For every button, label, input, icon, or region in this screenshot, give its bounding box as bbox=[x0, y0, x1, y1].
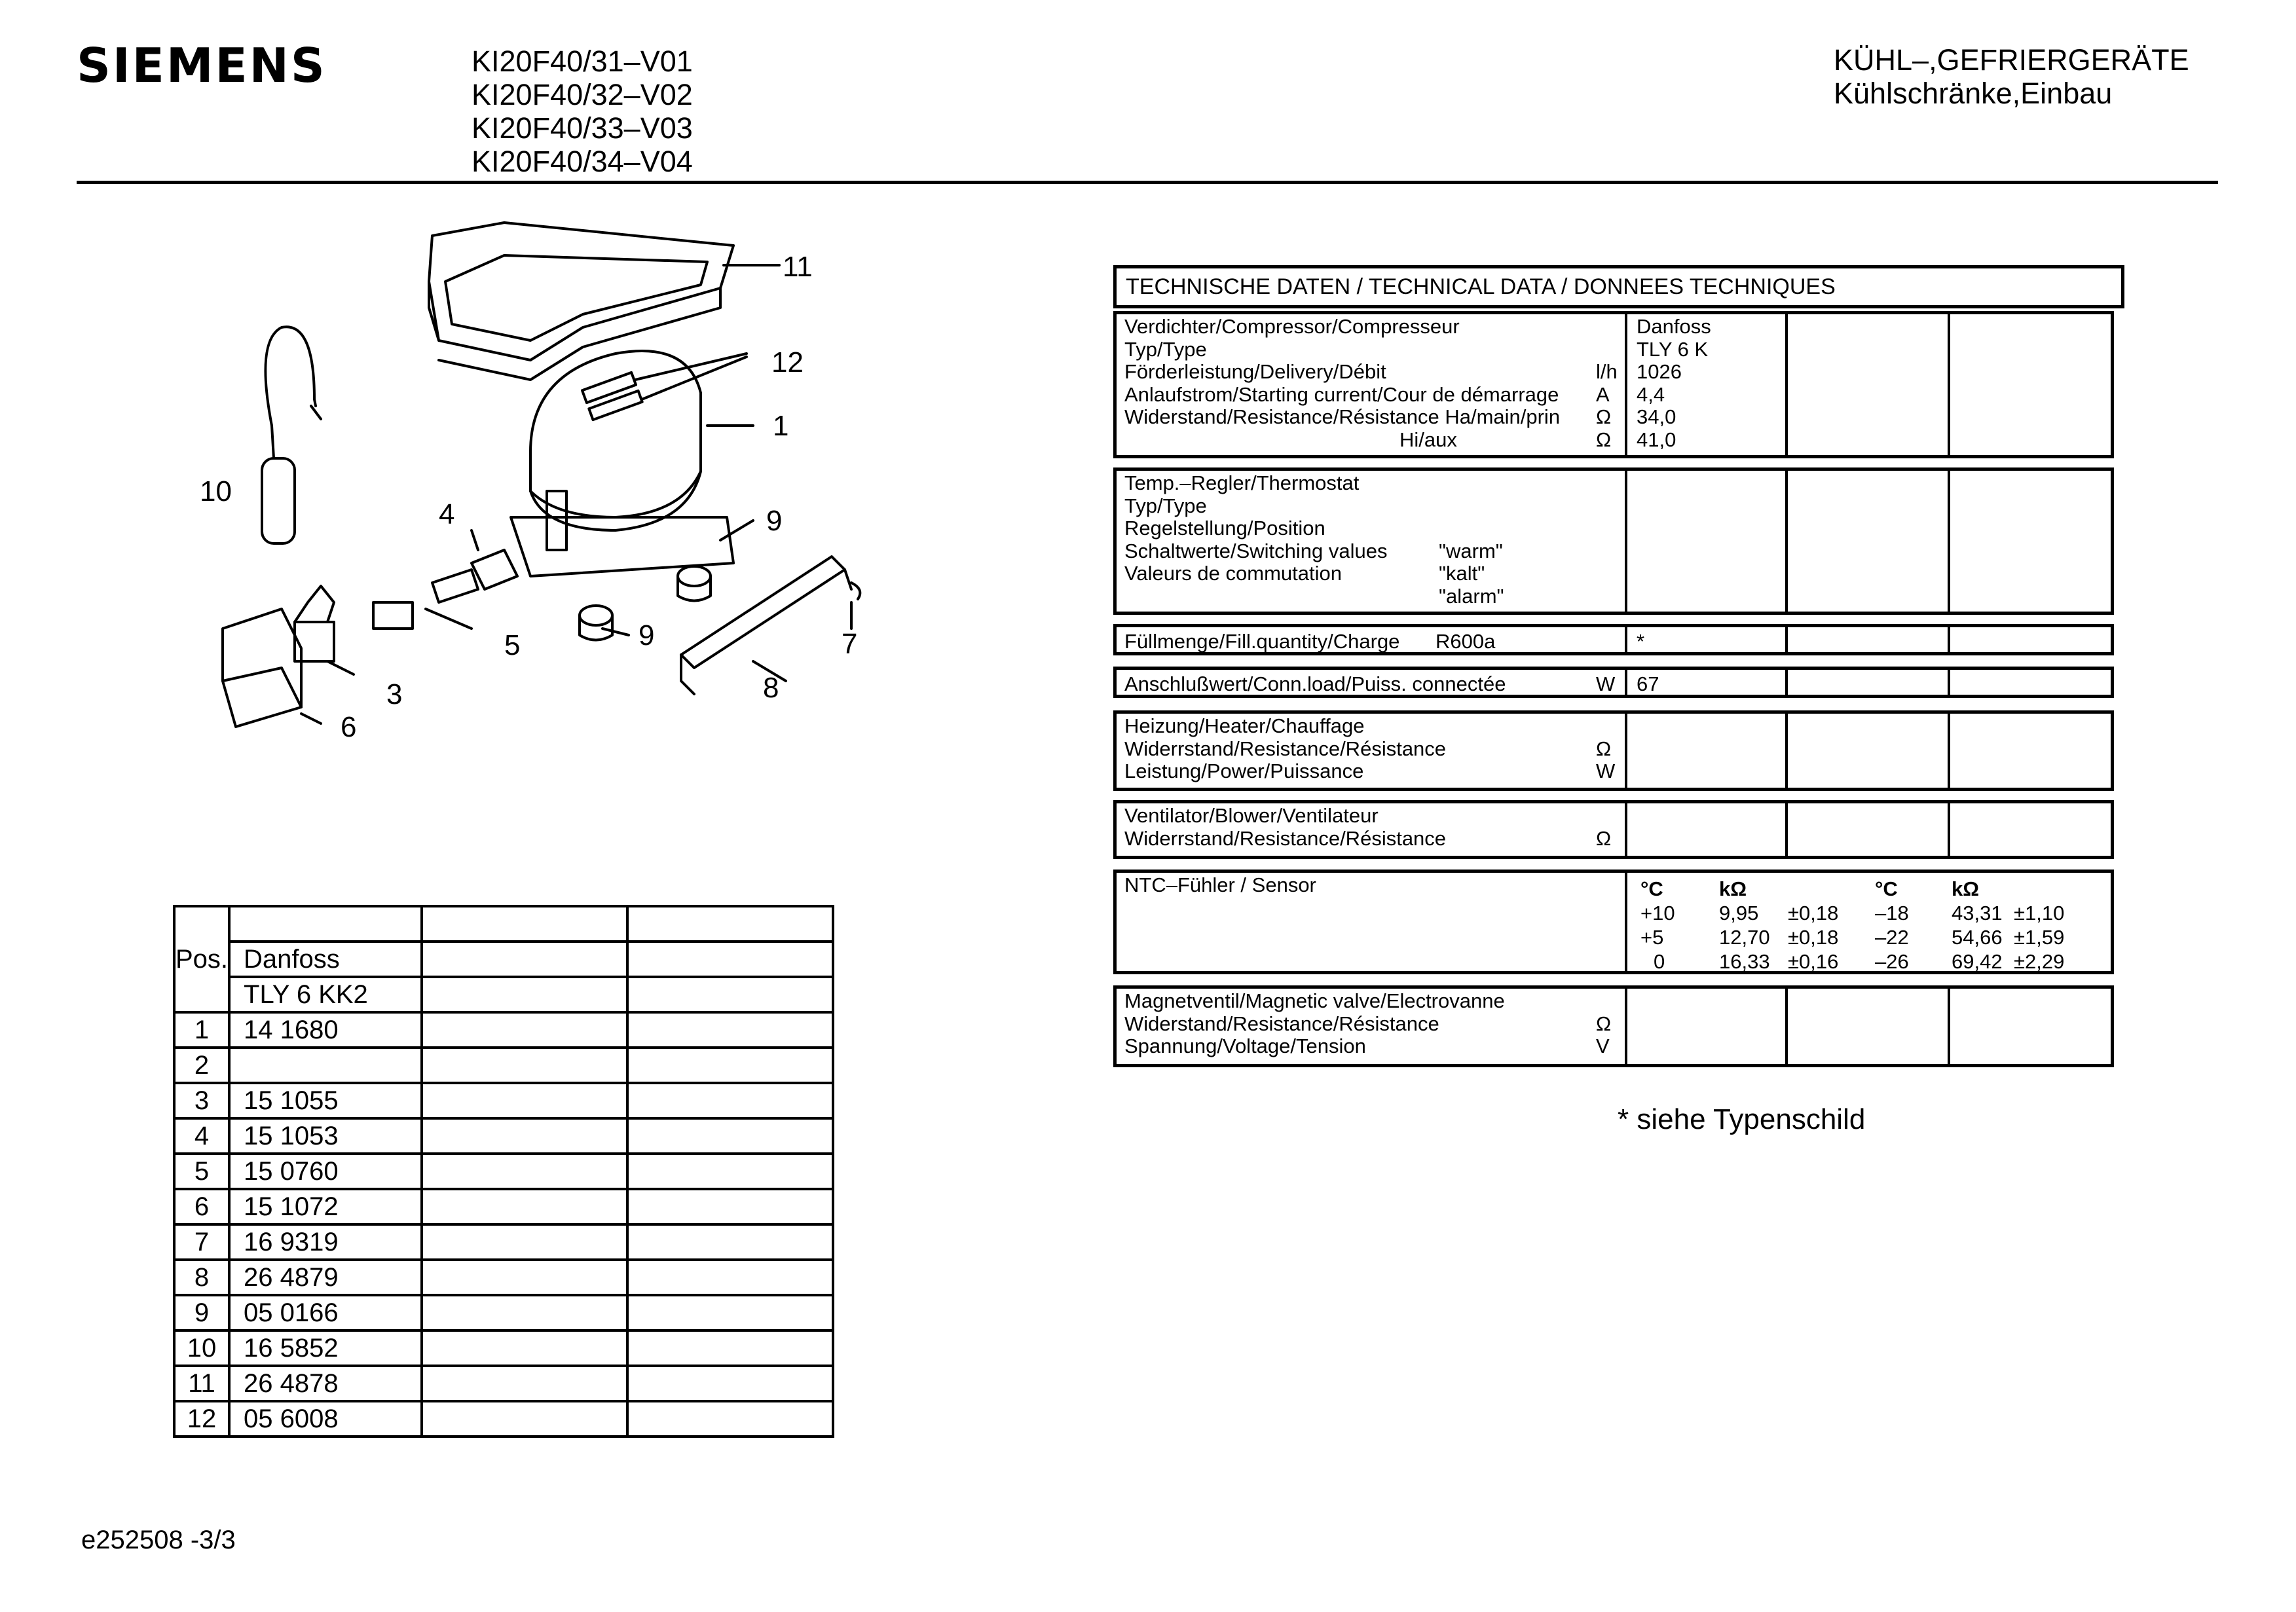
row-pos: 7 bbox=[174, 1224, 229, 1260]
resistance-aux-label: Hi/aux bbox=[1399, 428, 1457, 451]
switch-warm: "warm" bbox=[1439, 539, 1503, 562]
heater-section bbox=[1113, 710, 2114, 791]
model-list bbox=[472, 45, 693, 178]
header-divider bbox=[77, 181, 2218, 184]
valve-label: Magnetventil/Magnetic valve/Electrovanne bbox=[1124, 989, 1505, 1012]
callout-1: 1 bbox=[773, 410, 789, 442]
ntc-temp: +5 bbox=[1640, 926, 1664, 949]
valve-voltage-label: Spannung/Voltage/Tension bbox=[1124, 1035, 1366, 1057]
ntc-header-k2: kΩ bbox=[1952, 877, 1980, 900]
charge-section bbox=[1113, 624, 2114, 655]
ntc-temp: –26 bbox=[1875, 950, 1909, 973]
row-part-number: 15 1055 bbox=[229, 1083, 422, 1118]
blower-label: Ventilator/Blower/Ventilateur bbox=[1124, 804, 1379, 827]
relay-drawing bbox=[223, 550, 517, 727]
row-part-number: 26 4879 bbox=[229, 1260, 422, 1295]
ntc-table bbox=[1627, 877, 2112, 974]
callout-8: 8 bbox=[763, 672, 779, 704]
callout-6: 6 bbox=[341, 711, 357, 743]
ntc-header-c: °C bbox=[1640, 877, 1663, 900]
ntc-temp: 0 bbox=[1654, 950, 1665, 973]
ntc-header-k: kΩ bbox=[1719, 877, 1747, 900]
table-row bbox=[174, 1401, 833, 1437]
ntc-tolerance: ±2,29 bbox=[2014, 950, 2065, 973]
ntc-temp: –18 bbox=[1875, 902, 1909, 925]
ntc-temp: –22 bbox=[1875, 926, 1909, 949]
conn-load-label: Anschlußwert/Conn.load/Puiss. connectée bbox=[1124, 672, 1506, 695]
table-row bbox=[174, 1330, 833, 1366]
ntc-resistance: 12,70 bbox=[1719, 926, 1770, 949]
ntc-row bbox=[1627, 901, 2112, 925]
delivery-label: Förderleistung/Delivery/Débit bbox=[1124, 360, 1386, 383]
ntc-tolerance: ±0,18 bbox=[1788, 902, 1839, 925]
row-part-number: 05 0166 bbox=[229, 1295, 422, 1330]
ntc-resistance: 9,95 bbox=[1719, 902, 1759, 925]
starting-current-value: 4,4 bbox=[1637, 382, 1665, 406]
row-part-number: 26 4878 bbox=[229, 1366, 422, 1401]
table-row bbox=[174, 1224, 833, 1260]
type-label: Typ/Type bbox=[1124, 494, 1207, 517]
valve-voltage-unit: V bbox=[1596, 1035, 1610, 1057]
ntc-tolerance: ±0,18 bbox=[1788, 926, 1839, 949]
charge-value: * bbox=[1637, 630, 1645, 653]
callout-10: 10 bbox=[200, 475, 232, 507]
valve-resistance-unit: Ω bbox=[1596, 1012, 1612, 1035]
blower-resistance-label: Widerrstand/Resistance/Résistance bbox=[1124, 826, 1447, 850]
document-code: e252508 -3/3 bbox=[81, 1526, 236, 1554]
brand-logo: SIEMENS bbox=[77, 38, 327, 93]
row-part-number: 15 1053 bbox=[229, 1118, 422, 1154]
ntc-tolerance: ±1,59 bbox=[2014, 926, 2065, 949]
row-part-number: 16 9319 bbox=[229, 1224, 422, 1260]
ntc-tolerance: ±1,10 bbox=[2014, 902, 2065, 925]
switching-values-label: Schaltwerte/Switching values bbox=[1124, 539, 1388, 562]
drip-tray-drawing bbox=[429, 223, 733, 380]
callout-9: 9 bbox=[766, 505, 783, 537]
row-part-number: 15 0760 bbox=[229, 1154, 422, 1189]
ntc-temp: +10 bbox=[1640, 902, 1675, 925]
callout-9b: 9 bbox=[639, 619, 655, 651]
table-row bbox=[174, 1295, 833, 1330]
delivery-value: 1026 bbox=[1637, 360, 1682, 383]
commutation-label: Valeurs de commutation bbox=[1124, 562, 1342, 585]
position-label: Regelstellung/Position bbox=[1124, 517, 1325, 540]
row-pos: 1 bbox=[174, 1012, 229, 1048]
charge-label: Füllmenge/Fill.quantity/Charge bbox=[1124, 630, 1400, 653]
row-part-number: 15 1072 bbox=[229, 1189, 422, 1224]
heater-resistance-label: Widerrstand/Resistance/Résistance bbox=[1124, 737, 1447, 760]
ntc-row bbox=[1627, 949, 2112, 974]
category-line-2: Kühlschränke,Einbau bbox=[1834, 77, 2113, 110]
switch-kalt: "kalt" bbox=[1439, 562, 1485, 585]
starting-current-label: Anlaufstrom/Starting current/Cour de démarrage bbox=[1124, 382, 1559, 406]
model-cell: TLY 6 KK2 bbox=[229, 977, 422, 1012]
heater-power-unit: W bbox=[1596, 760, 1616, 782]
delivery-unit: l/h bbox=[1596, 360, 1618, 383]
conn-load-value: 67 bbox=[1637, 672, 1659, 695]
row-pos: 6 bbox=[174, 1189, 229, 1224]
conn-load-unit: W bbox=[1596, 672, 1616, 695]
resistance-main-value: 34,0 bbox=[1637, 405, 1676, 428]
resistance-aux-value: 41,0 bbox=[1637, 428, 1676, 451]
table-row bbox=[174, 1366, 833, 1401]
model-number: KI20F40/31–V01 bbox=[472, 45, 693, 78]
heater-label: Heizung/Heater/Chauffage bbox=[1124, 714, 1365, 737]
resistance-main-unit: Ω bbox=[1596, 405, 1612, 428]
heater-resistance-unit: Ω bbox=[1596, 737, 1612, 760]
ntc-resistance: 43,31 bbox=[1952, 902, 2003, 925]
table-row bbox=[174, 1154, 833, 1189]
parts-table bbox=[173, 905, 834, 1438]
resistance-main-label: Widerstand/Resistance/Résistance Ha/main/prin bbox=[1124, 405, 1561, 428]
ntc-resistance: 16,33 bbox=[1719, 950, 1770, 973]
manufacturer-cell: Danfoss bbox=[229, 942, 422, 977]
thermostat-section bbox=[1113, 467, 2114, 615]
table-row bbox=[174, 1260, 833, 1295]
start-capacitor-drawing bbox=[262, 327, 321, 543]
model-number: KI20F40/34–V04 bbox=[472, 145, 693, 178]
ntc-sensor-section bbox=[1113, 870, 2114, 974]
category-line-1: KÜHL–,GEFRIERGERÄTE bbox=[1834, 43, 2189, 77]
ntc-tolerance: ±0,16 bbox=[1788, 950, 1839, 973]
thermostat-label: Temp.–Regler/Thermostat bbox=[1124, 471, 1360, 494]
row-part-number bbox=[229, 1048, 422, 1083]
tech-data-title: TECHNISCHE DATEN / TECHNICAL DATA / DONNEES TECHNIQUES bbox=[1113, 265, 2124, 308]
ntc-resistance: 69,42 bbox=[1952, 950, 2003, 973]
header-cell bbox=[229, 906, 422, 942]
magnetic-valve-section bbox=[1113, 985, 2114, 1067]
row-part-number: 16 5852 bbox=[229, 1330, 422, 1366]
row-pos: 10 bbox=[174, 1330, 229, 1366]
starting-current-unit: A bbox=[1596, 382, 1610, 406]
callout-5: 5 bbox=[504, 629, 521, 661]
compressor-make: Danfoss bbox=[1637, 315, 1711, 338]
pos-header: Pos. bbox=[174, 906, 229, 1012]
callout-4: 4 bbox=[439, 498, 455, 530]
row-pos: 11 bbox=[174, 1366, 229, 1401]
ntc-resistance: 54,66 bbox=[1952, 926, 2003, 949]
table-row bbox=[174, 1083, 833, 1118]
table-row bbox=[174, 1012, 833, 1048]
type-plate-note: * siehe Typenschild bbox=[1618, 1103, 1866, 1135]
refrigerant: R600a bbox=[1435, 630, 1496, 653]
callout-12: 12 bbox=[771, 346, 804, 378]
model-number: KI20F40/33–V03 bbox=[472, 111, 693, 145]
row-pos: 3 bbox=[174, 1083, 229, 1118]
ntc-row bbox=[1627, 925, 2112, 949]
exploded-parts-diagram bbox=[164, 210, 917, 799]
row-pos: 5 bbox=[174, 1154, 229, 1189]
blower-resistance-unit: Ω bbox=[1596, 826, 1612, 850]
callout-11: 11 bbox=[783, 251, 813, 283]
compressor-label: Verdichter/Compressor/Compresseur bbox=[1124, 315, 1460, 338]
ntc-header-c2: °C bbox=[1875, 877, 1898, 900]
valve-resistance-label: Widerstand/Resistance/Résistance bbox=[1124, 1012, 1439, 1035]
blower-section bbox=[1113, 800, 2114, 859]
model-number: KI20F40/32–V02 bbox=[472, 78, 693, 111]
category bbox=[1834, 43, 2189, 110]
row-part-number: 05 6008 bbox=[229, 1401, 422, 1437]
row-part-number: 14 1680 bbox=[229, 1012, 422, 1048]
type-label: Typ/Type bbox=[1124, 337, 1207, 361]
switch-alarm: "alarm" bbox=[1439, 584, 1504, 608]
compressor-section bbox=[1113, 311, 2114, 458]
table-row bbox=[174, 1189, 833, 1224]
resistance-aux-unit: Ω bbox=[1596, 428, 1612, 451]
heater-power-label: Leistung/Power/Puissance bbox=[1124, 760, 1364, 782]
callout-7: 7 bbox=[842, 628, 858, 660]
row-pos: 12 bbox=[174, 1401, 229, 1437]
table-row bbox=[174, 1118, 833, 1154]
ntc-label: NTC–Fühler / Sensor bbox=[1124, 873, 1316, 896]
row-pos: 4 bbox=[174, 1118, 229, 1154]
row-pos: 9 bbox=[174, 1295, 229, 1330]
callout-3: 3 bbox=[386, 678, 403, 710]
table-row bbox=[174, 1048, 833, 1083]
compressor-drawing bbox=[511, 351, 733, 576]
conn-load-section bbox=[1113, 667, 2114, 698]
row-pos: 2 bbox=[174, 1048, 229, 1083]
row-pos: 8 bbox=[174, 1260, 229, 1295]
compressor-type: TLY 6 K bbox=[1637, 337, 1709, 361]
